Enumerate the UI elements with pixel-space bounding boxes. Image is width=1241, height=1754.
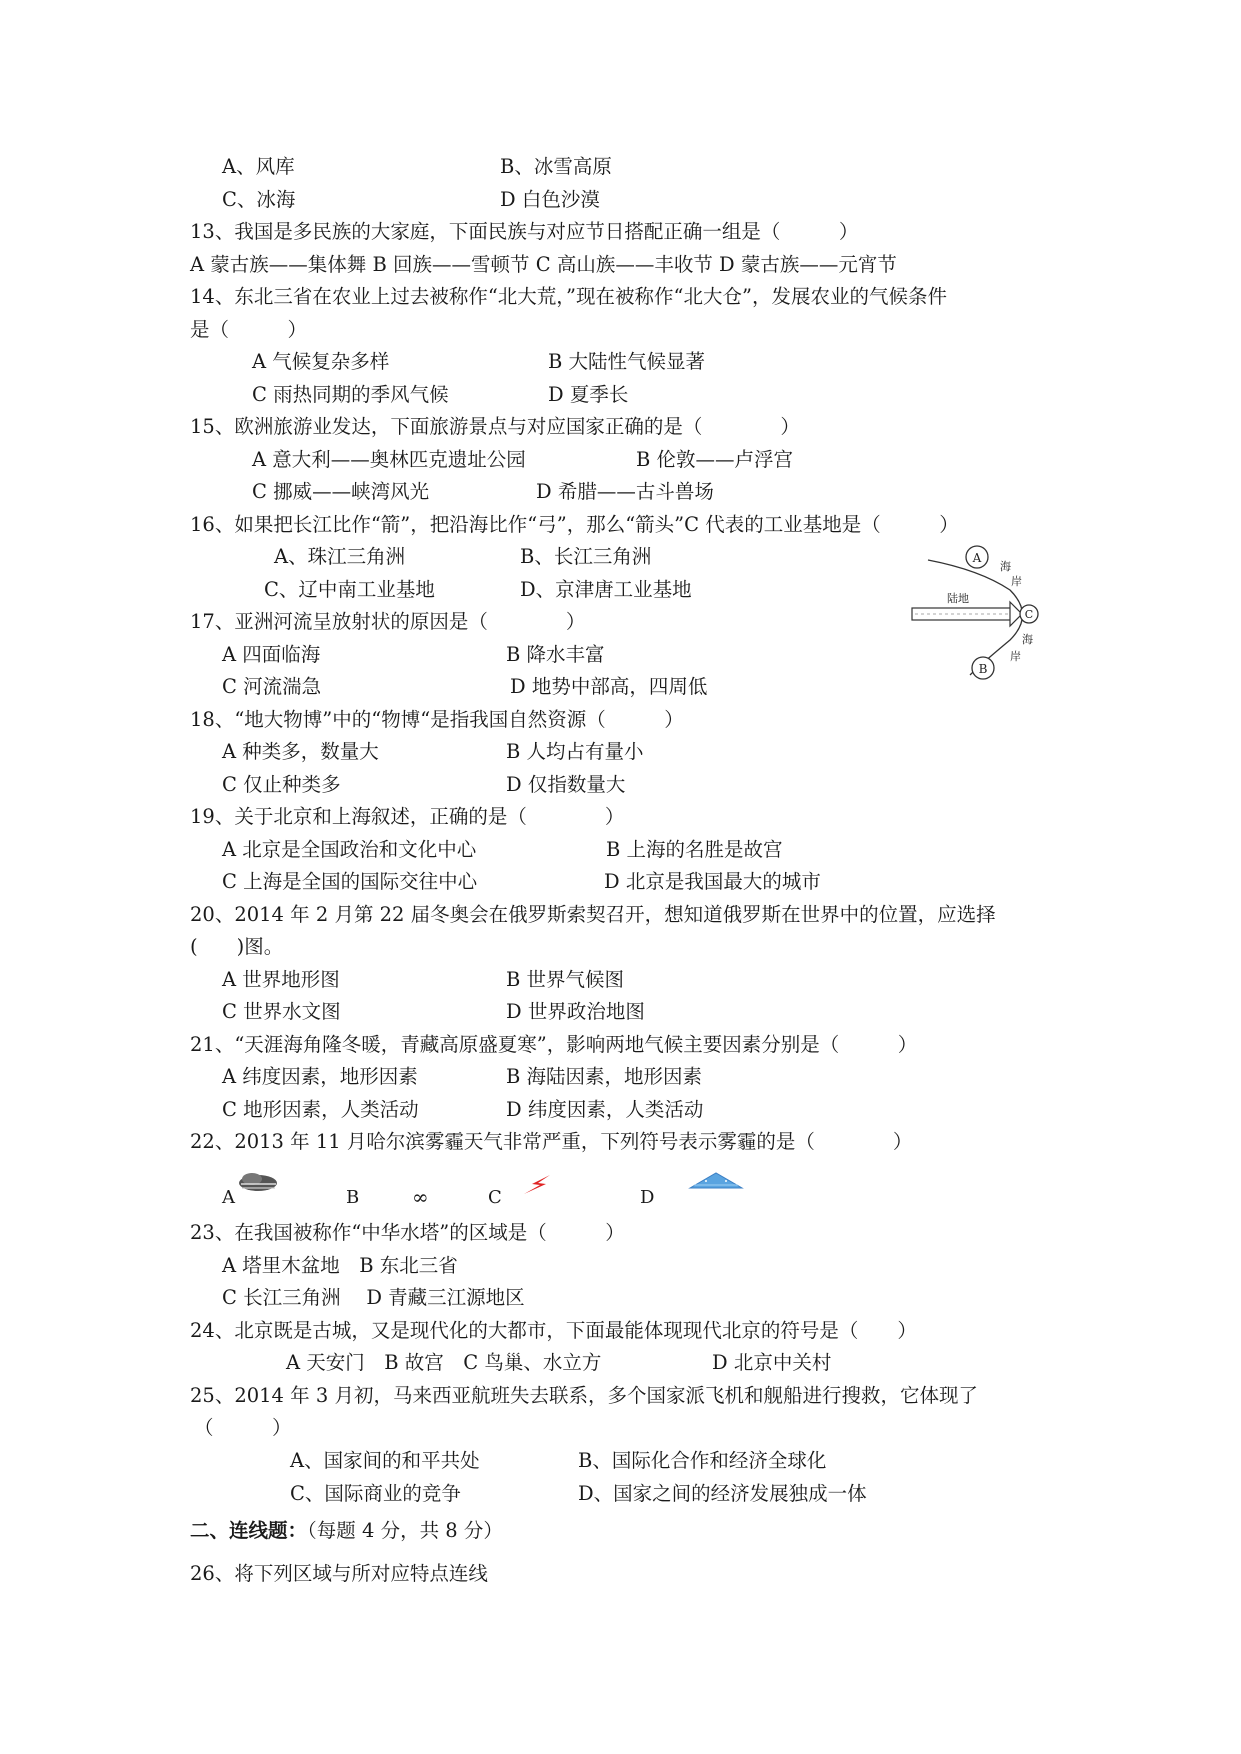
haze-symbol-icon: ∞ (412, 1185, 429, 1209)
q24-stem: 24、北京既是古城，又是现代化的大都市，下面最能体现现代北京的符号是（ ） (190, 1319, 917, 1342)
q14-option-d: D 夏季长 (548, 383, 629, 406)
q17-option-a: A 四面临海 (222, 643, 321, 666)
q21-option-a: A 纬度因素，地形因素 (222, 1065, 418, 1088)
q20-stem-cont: ( )图。 (190, 935, 284, 958)
circle-c-label: C (1024, 608, 1034, 621)
q16-option-d: D、京津唐工业基地 (520, 578, 692, 601)
q15-option-b: B 伦敦——卢浮宫 (636, 448, 794, 471)
sea-label-top: 海 (1000, 560, 1011, 573)
q15-option-d: D 希腊——古斗兽场 (536, 480, 714, 503)
lightning-symbol-icon (518, 1172, 558, 1196)
q23-stem: 23、在我国被称作“中华水塔”的区域是（ ） (190, 1221, 625, 1244)
q14-stem-cont: 是（ ） (190, 318, 308, 341)
q12-option-b: B、冰雪高原 (500, 155, 612, 178)
q17-option-c: C 河流湍急 (222, 675, 322, 698)
q15-option-c: C 挪威——峡湾风光 (252, 480, 430, 503)
q13-options: A 蒙古族——集体舞 B 回族——雪顿节 C 高山族——丰收节 D 蒙古族——元宵节 (190, 253, 897, 276)
circle-b-label: B (978, 662, 988, 676)
q25-stem-cont: （ ） (194, 1416, 292, 1439)
q15-stem: 15、欧洲旅游业发达，下面旅游景点与对应国家正确的是（ ） (190, 415, 800, 438)
q23-options-cd: C 长江三角洲 D 青藏三江源地区 (222, 1286, 525, 1309)
q22-option-d-label: D (640, 1187, 655, 1208)
q19-stem: 19、关于北京和上海叙述，正确的是（ ） (190, 805, 625, 828)
q22-option-a-label: A (222, 1187, 235, 1208)
q25-option-b: B、国际化合作和经济全球化 (578, 1449, 827, 1472)
q14-option-c: C 雨热同期的季风气候 (252, 383, 449, 406)
q21-stem: 21、“天涯海角隆冬暖，青藏高原盛夏寒”，影响两地气候主要因素分别是（ ） (190, 1033, 918, 1056)
q16-option-a: A、珠江三角洲 (274, 545, 406, 568)
q21-option-c: C 地形因素，人类活动 (222, 1098, 419, 1121)
sea-label-bottom: 海 (1022, 633, 1033, 646)
q14-stem: 14、东北三省在农业上过去被称作“北大荒，”现在被称作“北大仓”，发展农业的气候条件 (190, 285, 947, 308)
q21-option-d: D 纬度因素，人类活动 (506, 1098, 704, 1121)
q23-options-ab: A 塔里木盆地 B 东北三省 (222, 1254, 458, 1277)
fog-triangle-symbol-icon (686, 1170, 746, 1192)
q21-option-b: B 海陆因素，地形因素 (506, 1065, 703, 1088)
q12-option-d: D 白色沙漠 (500, 188, 600, 211)
weather-symbol-a-icon (234, 1170, 280, 1196)
q19-option-c: C 上海是全国的国际交往中心 (222, 870, 478, 893)
q25-option-c: C、国际商业的竞争 (290, 1482, 461, 1505)
q20-stem: 20、2014 年 2 月第 22 届冬奥会在俄罗斯索契召开，想知道俄罗斯在世界中的位置，应选择 (190, 903, 996, 926)
section-2-title: 二、连线题： (190, 1519, 308, 1542)
bow-arrow-diagram (910, 540, 1060, 690)
q12-option-c: C、冰海 (222, 188, 296, 211)
q25-stem: 25、2014 年 3 月初，马来西亚航班失去联系，多个国家派飞机和舰船进行搜救，它体现了 (190, 1384, 978, 1407)
q16-option-c: C、辽中南工业基地 (264, 578, 435, 601)
q20-option-d: D 世界政治地图 (506, 1000, 645, 1023)
q17-option-b: B 降水丰富 (506, 643, 605, 666)
q25-option-a: A、国家间的和平共处 (290, 1449, 480, 1472)
q19-option-d: D 北京是我国最大的城市 (604, 870, 821, 893)
section-2-heading (190, 1521, 503, 1541)
q19-option-a: A 北京是全国政治和文化中心 (222, 838, 477, 861)
q18-stem: 18、“地大物博”中的“物博“是指我国自然资源（ ） (190, 708, 684, 731)
q25-option-d: D、国家之间的经济发展独成一体 (578, 1482, 867, 1505)
q20-option-b: B 世界气候图 (506, 968, 625, 991)
q15-option-a: A 意大利——奥林匹克遗址公园 (252, 448, 526, 471)
section-2-note: （每题 4 分，共 8 分） (307, 1519, 503, 1542)
q22-option-b-label: B (346, 1187, 360, 1208)
q26-stem: 26、将下列区域与所对应特点连线 (190, 1562, 488, 1585)
q22-stem: 22、2013 年 11 月哈尔滨雾霾天气非常严重，下列符号表示雾霾的是（ ） (190, 1130, 913, 1153)
land-label: 陆地 (947, 592, 969, 605)
q18-option-a: A 种类多，数量大 (222, 740, 379, 763)
q17-stem: 17、亚洲河流呈放射状的原因是（ ） (190, 610, 586, 633)
q18-option-d: D 仅指数量大 (506, 773, 626, 796)
q13-stem: 13、我国是多民族的大家庭，下面民族与对应节日搭配正确一组是（ ） (190, 220, 859, 243)
q17-option-d: D 地势中部高，四周低 (510, 675, 708, 698)
q14-option-a: A 气候复杂多样 (252, 350, 390, 373)
q18-option-b: B 人均占有量小 (506, 740, 644, 763)
circle-a-label: A (972, 551, 982, 565)
q24-options-abc: A 天安门 B 故宫 C 鸟巢、水立方 (286, 1351, 602, 1374)
q16-option-b: B、长江三角洲 (520, 545, 652, 568)
q19-option-b: B 上海的名胜是故宫 (606, 838, 783, 861)
q20-option-a: A 世界地形图 (222, 968, 340, 991)
q16-stem: 16、如果把长江比作“箭”，把沿海比作“弓”，那么“箭头”C 代表的工业基地是（ ） (190, 513, 959, 536)
q20-option-c: C 世界水文图 (222, 1000, 341, 1023)
q22-option-c-label: C (488, 1187, 502, 1208)
q14-option-b: B 大陆性气候显著 (548, 350, 706, 373)
shore-label-bottom: 岸 (1010, 650, 1021, 663)
shore-label-top: 岸 (1011, 575, 1022, 588)
q24-option-d: D 北京中关村 (712, 1351, 832, 1374)
q18-option-c: C 仅止种类多 (222, 773, 341, 796)
q12-option-a: A、风库 (222, 155, 295, 178)
